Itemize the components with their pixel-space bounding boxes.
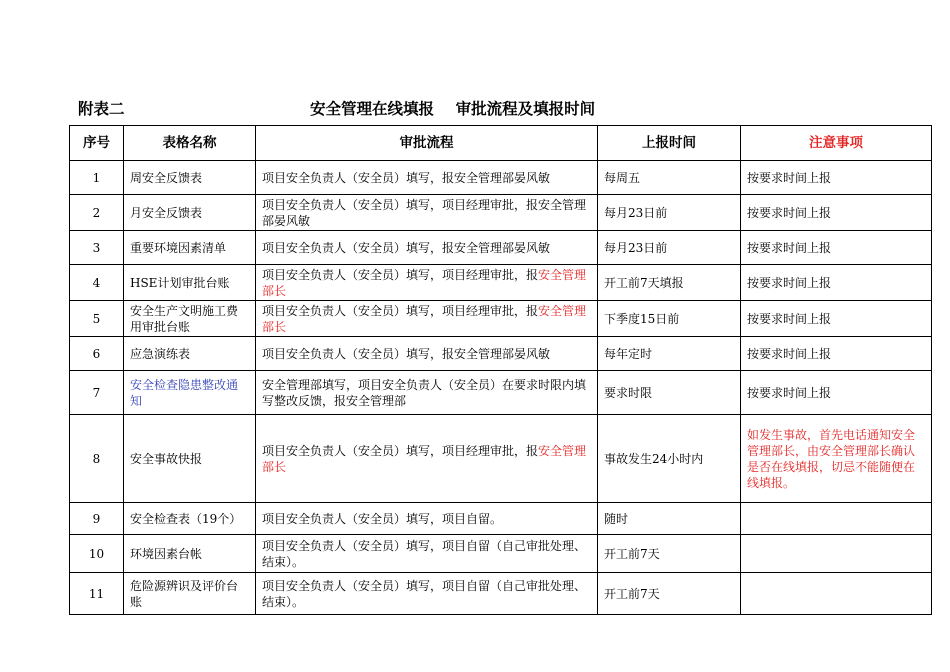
cell-time: 开工前7天填报 — [598, 265, 741, 301]
cell-no: 5 — [70, 301, 124, 337]
cell-name: 安全检查表（19个） — [124, 503, 256, 535]
cell-flow: 项目安全负责人（安全员）填写，项目自留（自己审批处理、结束）。 — [256, 535, 598, 573]
cell-flow: 项目安全负责人（安全员）填写，项目经理审批，报安全管理部晏风敏 — [256, 195, 598, 231]
page-title: 安全管理在线填报 审批流程及填报时间 — [310, 100, 596, 118]
table-row — [70, 161, 932, 195]
cell-flow: 项目安全负责人（安全员）填写，项目经理审批，报安全管理部长 — [256, 301, 598, 337]
cell-flow: 项目安全负责人（安全员）填写，报安全管理部晏风敏 — [256, 231, 598, 265]
cell-time: 每月23日前 — [598, 231, 741, 265]
cell-name: 月安全反馈表 — [124, 195, 256, 231]
cell-time: 下季度15日前 — [598, 301, 741, 337]
table-row — [70, 415, 932, 503]
page-heading — [78, 97, 638, 119]
appendix-label: 附表二 — [78, 100, 125, 118]
cell-note: 按要求时间上报 — [741, 337, 932, 371]
cell-time: 要求时限 — [598, 371, 741, 415]
cell-flow: 安全管理部填写，项目安全负责人（安全员）在要求时限内填写整改反馈，报安全管理部 — [256, 371, 598, 415]
cell-name: 危险源辨识及评价台账 — [124, 573, 256, 615]
header-flow: 审批流程 — [256, 126, 598, 161]
cell-flow: 项目安全负责人（安全员）填写，报安全管理部晏风敏 — [256, 161, 598, 195]
cell-flow: 项目安全负责人（安全员）填写，项目自留（自己审批处理、结束）。 — [256, 573, 598, 615]
cell-no: 10 — [70, 535, 124, 573]
cell-flow: 项目安全负责人（安全员）填写，项目自留。 — [256, 503, 598, 535]
table-row — [70, 371, 932, 415]
approval-table — [69, 125, 932, 615]
cell-note: 按要求时间上报 — [741, 301, 932, 337]
cell-name: 安全事故快报 — [124, 415, 256, 503]
cell-flow: 项目安全负责人（安全员）填写，项目经理审批，报安全管理部长 — [256, 415, 598, 503]
cell-no: 8 — [70, 415, 124, 503]
cell-note: 按要求时间上报 — [741, 231, 932, 265]
cell-time: 开工前7天 — [598, 535, 741, 573]
cell-flow: 项目安全负责人（安全员）填写，报安全管理部晏风敏 — [256, 337, 598, 371]
cell-time: 开工前7天 — [598, 573, 741, 615]
header-no: 序号 — [70, 126, 124, 161]
cell-note: 按要求时间上报 — [741, 195, 932, 231]
table-row — [70, 231, 932, 265]
cell-name: 应急演练表 — [124, 337, 256, 371]
table-row — [70, 573, 932, 615]
cell-time: 随时 — [598, 503, 741, 535]
cell-no: 9 — [70, 503, 124, 535]
cell-note — [741, 503, 932, 535]
cell-flow: 项目安全负责人（安全员）填写，项目经理审批，报安全管理部长 — [256, 265, 598, 301]
cell-time: 事故发生24小时内 — [598, 415, 741, 503]
cell-no: 1 — [70, 161, 124, 195]
table-row — [70, 301, 932, 337]
cell-no: 11 — [70, 573, 124, 615]
cell-name: 重要环境因素清单 — [124, 231, 256, 265]
cell-note — [741, 573, 932, 615]
cell-time: 每月23日前 — [598, 195, 741, 231]
cell-note: 按要求时间上报 — [741, 161, 932, 195]
cell-name: 环境因素台帐 — [124, 535, 256, 573]
cell-time: 每年定时 — [598, 337, 741, 371]
cell-time: 每周五 — [598, 161, 741, 195]
cell-no: 6 — [70, 337, 124, 371]
cell-name: 安全生产文明施工费用审批台账 — [124, 301, 256, 337]
cell-no: 2 — [70, 195, 124, 231]
cell-note: 按要求时间上报 — [741, 371, 932, 415]
cell-note: 按要求时间上报 — [741, 265, 932, 301]
cell-note — [741, 535, 932, 573]
table-row — [70, 265, 932, 301]
cell-no: 7 — [70, 371, 124, 415]
cell-no: 3 — [70, 231, 124, 265]
cell-name: HSE计划审批台账 — [124, 265, 256, 301]
table-row — [70, 337, 932, 371]
header-time: 上报时间 — [598, 126, 741, 161]
cell-note: 如发生事故，首先电话通知安全管理部长，由安全管理部长确认是否在线填报，切忌不能随便在线填报。 — [741, 415, 932, 503]
table-row — [70, 535, 932, 573]
cell-name: 周安全反馈表 — [124, 161, 256, 195]
cell-no: 4 — [70, 265, 124, 301]
header-row — [70, 126, 932, 161]
table-row — [70, 195, 932, 231]
table-row — [70, 503, 932, 535]
header-note: 注意事项 — [741, 126, 932, 161]
header-name: 表格名称 — [124, 126, 256, 161]
cell-name: 安全检查隐患整改通知 — [124, 371, 256, 415]
